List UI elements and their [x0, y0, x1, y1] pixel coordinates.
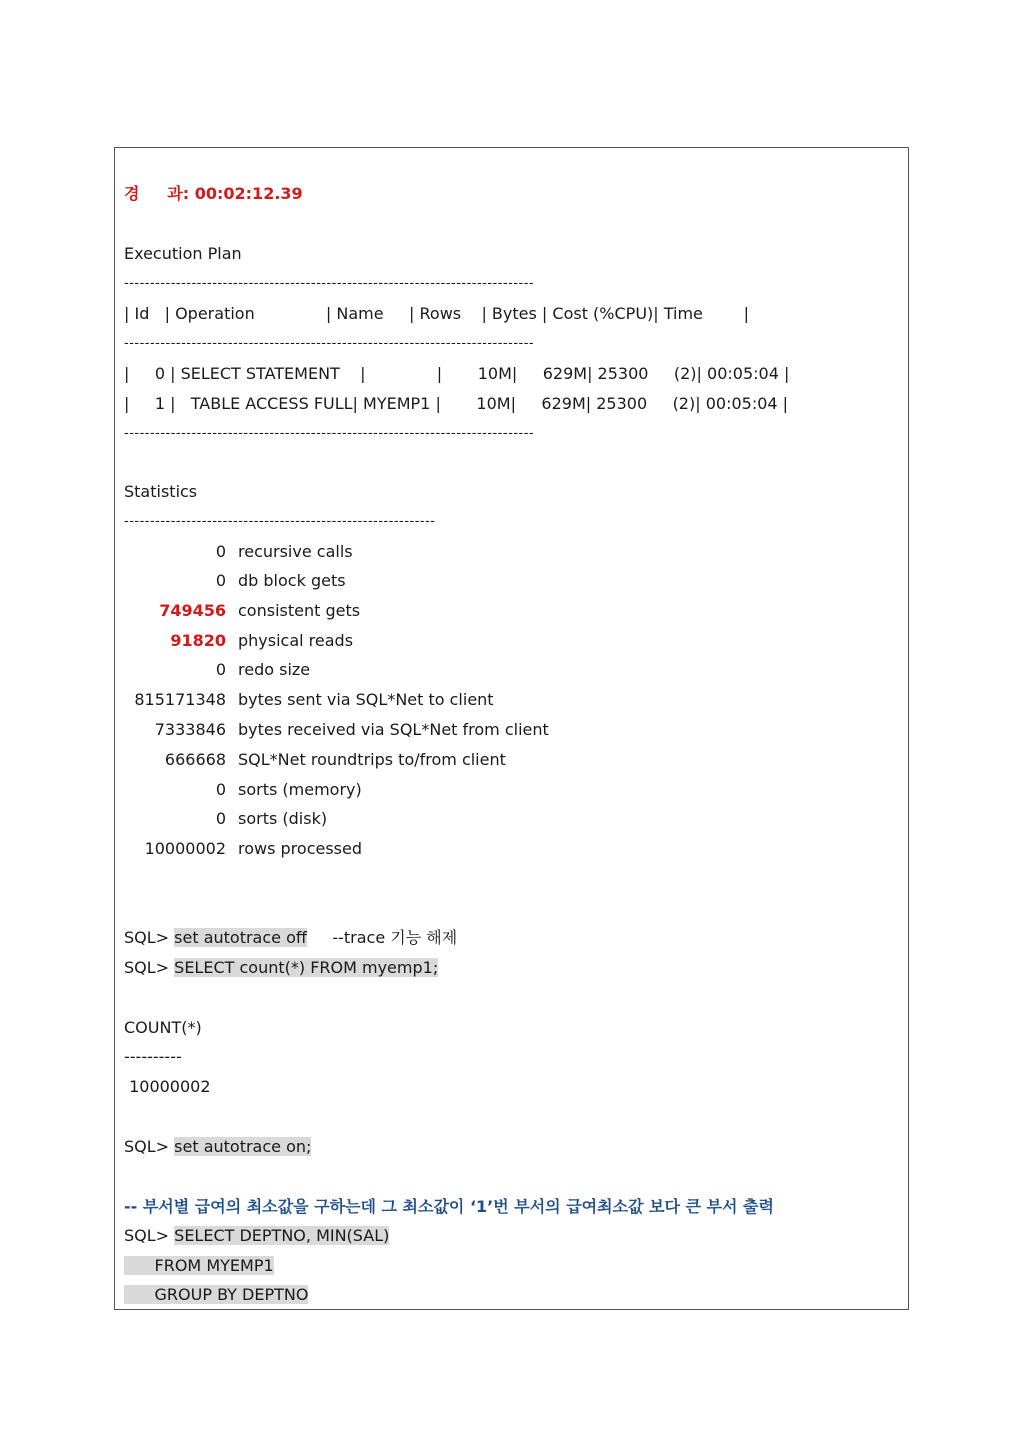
- stat-row: [124, 690, 494, 710]
- plan-separator-top: -------------------------------------------------------------------------------: [124, 276, 535, 291]
- sql-prompt: SQL>: [124, 1226, 175, 1245]
- sql-line-group-by: [124, 1285, 308, 1305]
- stat-label: recursive calls: [238, 542, 353, 561]
- stat-value: 0: [215, 542, 226, 561]
- sql-line-select-deptno: [124, 1226, 389, 1246]
- stat-label: sorts (memory): [238, 780, 362, 799]
- sql-comment: --trace 기능 해제: [306, 928, 458, 947]
- sql-command: FROM MYEMP1: [124, 1256, 274, 1275]
- stat-value: 7333846: [154, 720, 226, 739]
- plan-row-1: | 1 | TABLE ACCESS FULL| MYEMP1 | 10M| 629M| 25300 (2)| 00:05:04 |: [124, 394, 789, 413]
- sql-command: SELECT count(*) FROM myemp1;: [174, 958, 439, 977]
- stat-value: 666668: [164, 750, 226, 769]
- stat-value: 91820: [170, 631, 226, 650]
- stat-value: 815171348: [134, 690, 226, 709]
- stat-label: bytes received via SQL*Net from client: [238, 720, 549, 739]
- stat-value: 749456: [159, 601, 226, 620]
- sql-line-count: [124, 958, 438, 978]
- stat-value: 0: [215, 571, 226, 590]
- stat-label: physical reads: [238, 631, 354, 650]
- elapsed-time: 경 과: 00:02:12.39: [124, 184, 303, 203]
- count-value: 10000002: [124, 1077, 211, 1096]
- stat-value: 0: [215, 780, 226, 799]
- count-header: COUNT(*): [124, 1018, 202, 1037]
- sql-command: SELECT DEPTNO, MIN(SAL): [174, 1226, 390, 1245]
- stat-label: rows processed: [238, 839, 363, 858]
- stat-label: sorts (disk): [238, 809, 328, 828]
- stat-row: [124, 750, 506, 770]
- sql-line-from: [124, 1256, 274, 1276]
- korean-comment: -- 부서별 급여의 최소값을 구하는데 그 최소값이 ‘1’번 부서의 급여최소값 보다 큰 부서 출력: [124, 1197, 774, 1216]
- stat-label: SQL*Net roundtrips to/from client: [238, 750, 506, 769]
- stat-value: 0: [215, 660, 226, 679]
- statistics-separator: ------------------------------------------------------------: [124, 514, 436, 529]
- sql-prompt: SQL>: [124, 958, 175, 977]
- stat-label: redo size: [238, 660, 311, 679]
- stat-row: [124, 809, 327, 829]
- execution-plan-title: Execution Plan: [124, 244, 242, 263]
- sql-command: GROUP BY DEPTNO: [124, 1285, 309, 1304]
- stat-label: db block gets: [238, 571, 346, 590]
- stat-row: [124, 542, 353, 562]
- plan-row-0: | 0 | SELECT STATEMENT | | 10M| 629M| 25300 (2)| 00:05:04 |: [124, 364, 790, 383]
- sql-line-autotrace-on: [124, 1137, 311, 1157]
- stat-row: [124, 601, 360, 621]
- stat-label: bytes sent via SQL*Net to client: [238, 690, 494, 709]
- stat-row: [124, 660, 310, 680]
- stat-row: [124, 571, 346, 591]
- plan-header: | Id | Operation | Name | Rows | Bytes | Cost (%CPU)| Time |: [124, 304, 749, 323]
- count-separator: ----------: [124, 1047, 182, 1066]
- sql-prompt: SQL>: [124, 928, 175, 947]
- plan-separator-bottom: -------------------------------------------------------------------------------: [124, 426, 535, 441]
- statistics-title: Statistics: [124, 482, 198, 501]
- stat-row: [124, 839, 362, 859]
- stat-value: 0: [215, 809, 226, 828]
- stat-row: [124, 720, 549, 740]
- sql-command: set autotrace on;: [174, 1137, 312, 1156]
- plan-separator-mid: -------------------------------------------------------------------------------: [124, 336, 535, 351]
- sql-line-autotrace-off: [124, 928, 457, 948]
- stat-value: 10000002: [144, 839, 226, 858]
- sql-command: set autotrace off: [174, 928, 307, 947]
- stat-row: [124, 780, 362, 800]
- stat-label: consistent gets: [238, 601, 361, 620]
- sql-prompt: SQL>: [124, 1137, 175, 1156]
- stat-row: [124, 631, 353, 651]
